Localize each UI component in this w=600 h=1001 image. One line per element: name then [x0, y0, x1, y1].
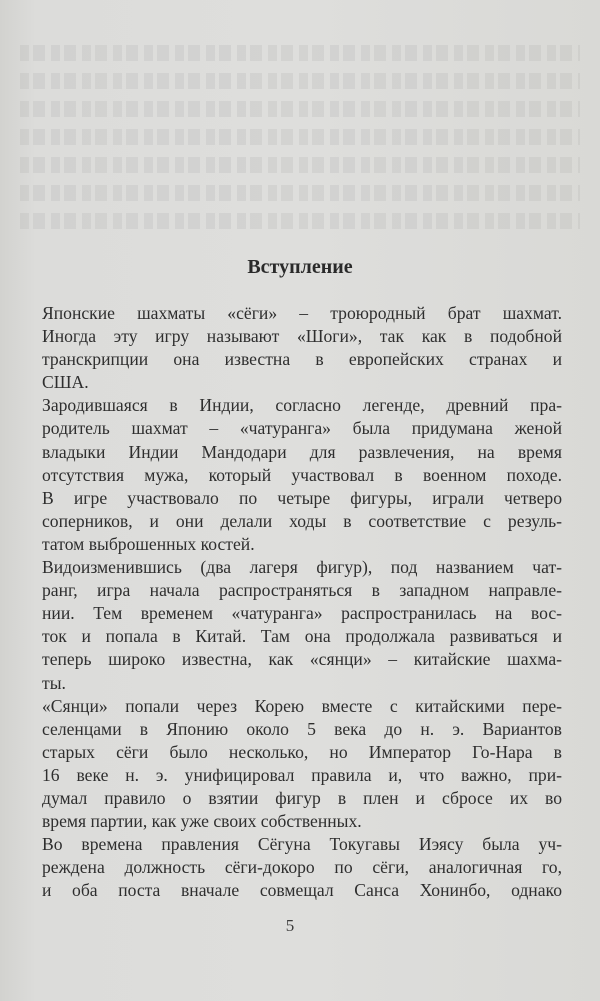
text-line: селенцами в Японию около 5 века до н. э. Вариантов [42, 718, 562, 739]
text-line: и оба поста вначале совмещал Санса Хонинбо, однако [42, 880, 562, 901]
text-line: соперников, и они делали ходы в соответствие с резуль- [42, 510, 562, 531]
text-line: нии. Тем временем «чатуранга» распространилась на вос- [42, 603, 562, 624]
text-line: старых сёги было несколько, но Император Го-Нара в [42, 741, 562, 762]
text-line: ты. [42, 672, 66, 693]
text-line: ранг, игра начала распространяться в западном направле- [42, 580, 562, 601]
text-line: теперь широко известна, как «сянци» – китайские шахма- [42, 649, 562, 670]
page-number: 5 [285, 916, 295, 935]
text-line: реждена должность сёги-докоро по сёги, аналогичная го, [42, 857, 562, 878]
text-line: Иногда эту игру называют «Шоги», так как в подобной [42, 326, 562, 347]
chapter-title: Вступление [247, 256, 353, 278]
text-line: владыки Индии Мандодари для развлечения, на время [42, 441, 562, 462]
text-line: транскрипции она известна в европейских странах и [42, 349, 562, 370]
text-line: ток и попала в Китай. Там она продолжала развиваться и [42, 626, 562, 647]
text-line: родитель шахмат – «чатуранга» была придумана женой [42, 418, 562, 439]
text-line: Во времена правления Сёгуна Токугавы Иэясу была уч- [42, 834, 562, 855]
text-line: Зародившаяся в Индии, согласно легенде, древний пра- [42, 395, 562, 416]
text-line: 16 веке н. э. унифицировал правила и, что важно, при- [42, 764, 562, 785]
text-line: «Сянци» попали через Корею вместе с китайскими пере- [42, 695, 562, 716]
bleed-through-text [20, 45, 580, 265]
text-line: США. [42, 372, 89, 393]
text-line: отсутствия мужа, который участвовал в военном походе. [42, 464, 562, 485]
text-line: думал правило о взятии фигур в плен и сбросе их во [42, 787, 562, 808]
text-line: время партии, как уже своих собственных. [42, 811, 362, 832]
text-line: татом выброшенных костей. [42, 533, 255, 554]
text-line: Видоизменившись (два лагеря фигур), под названием чат- [42, 557, 562, 578]
text-line: В игре участвовало по четыре фигуры, играли четверо [42, 487, 562, 508]
text-line: Японские шахматы «сёги» – троюродный брат шахмат. [42, 303, 562, 323]
body-text [42, 302, 562, 902]
